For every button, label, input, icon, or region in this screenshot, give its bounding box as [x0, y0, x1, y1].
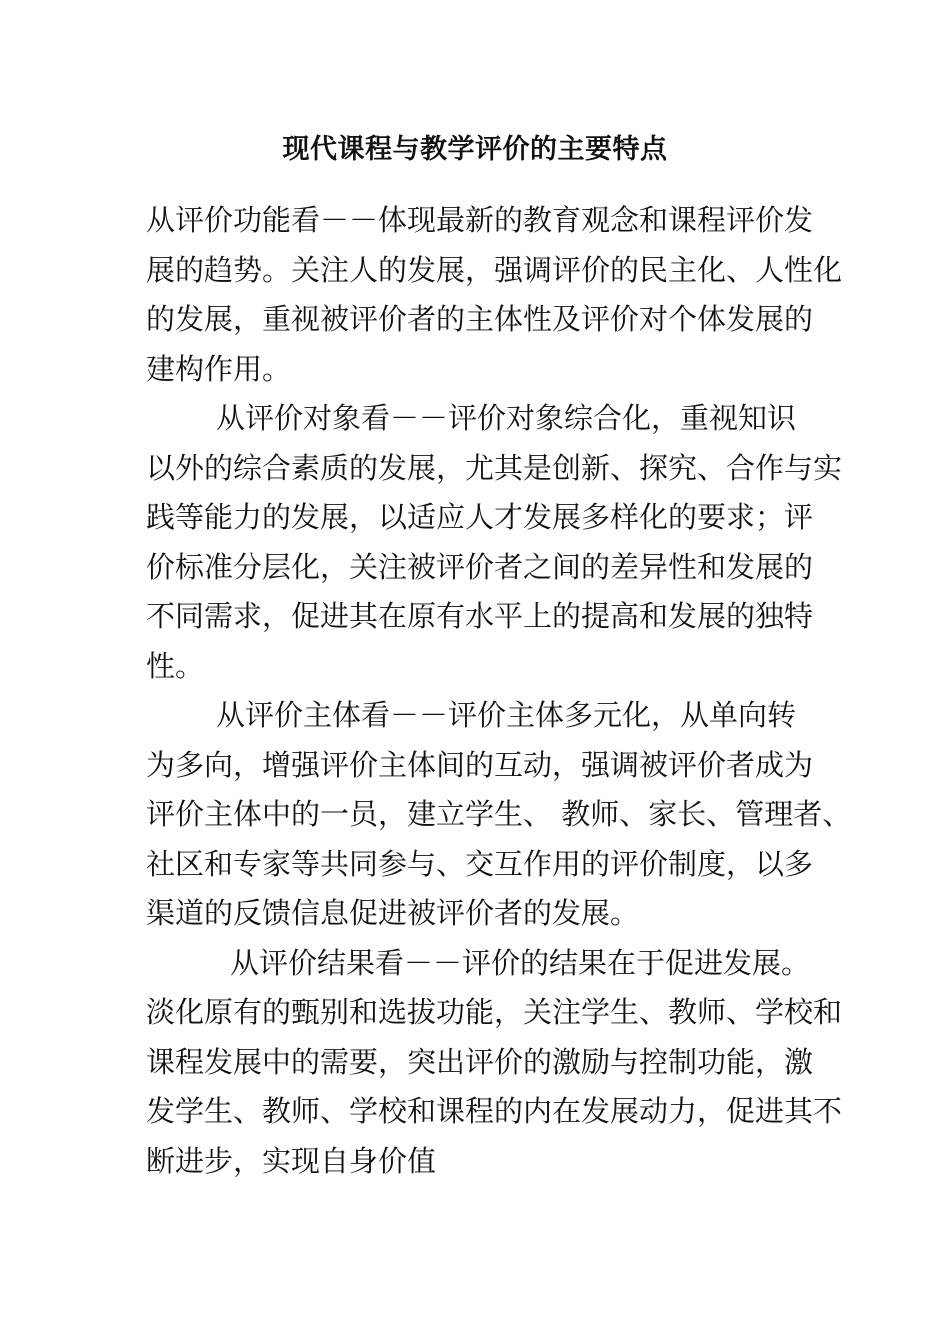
paragraph-line: 以外的综合素质的发展，尤其是创新、探究、合作与实: [146, 450, 843, 485]
paragraph-line: 渠道的反馈信息促进被评价者的发展。: [146, 896, 640, 930]
paragraph-line: 课程发展中的需要，突出评价的激励与控制功能，激: [146, 1044, 814, 1079]
paragraph-line: 践等能力的发展，以适应人才发展多样化的要求；评: [146, 500, 814, 534]
paragraph-line: 淡化原有的甄别和选拔功能，关注学生、教师、学校和: [146, 995, 843, 1029]
document-title: 现代课程与教学评价的主要特点: [282, 134, 668, 165]
paragraph-line: 断进步，实现自身价值: [146, 1143, 437, 1178]
paragraph-line: 从评价结果看－－评价的结果在于促进发展。: [230, 945, 811, 980]
paragraph-line: 从评价主体看－－评价主体多元化，从单向转: [216, 698, 797, 732]
paragraph-line: 从评价对象看－－评价对象综合化，重视知识: [216, 401, 797, 435]
paragraph-line: 评价主体中的一员，建立学生、 教师、家长、管理者、: [146, 797, 852, 831]
paragraph-line: 的发展，重视被评价者的主体性及评价对个体发展的: [146, 302, 814, 336]
paragraph-line: 展的趋势。关注人的发展，强调评价的民主化、人性化: [146, 252, 843, 287]
paragraph-evaluation-function: [146, 196, 843, 394]
paragraph-line: 价标准分层化，关注被评价者之间的差异性和发展的: [146, 549, 814, 584]
document-body: [146, 196, 852, 1186]
paragraph-line: 不同需求，促进其在原有水平上的提高和发展的独特: [146, 599, 814, 633]
paragraph-line: 建构作用。: [146, 351, 292, 386]
paragraph-evaluation-object: [146, 394, 843, 691]
paragraph-evaluation-result: [146, 939, 843, 1187]
paragraph-line: 发学生、教师、学校和课程的内在发展动力，促进其不: [146, 1094, 843, 1128]
paragraph-line: 性。: [146, 648, 205, 683]
paragraph-evaluation-subject: [146, 691, 852, 939]
paragraph-line: 从评价功能看－－体现最新的教育观念和课程评价发: [146, 203, 814, 237]
paragraph-line: 为多向，增强评价主体间的互动，强调被评价者成为: [146, 747, 814, 782]
paragraph-line: 社区和专家等共同参与、交互作用的评价制度，以多: [146, 846, 814, 881]
